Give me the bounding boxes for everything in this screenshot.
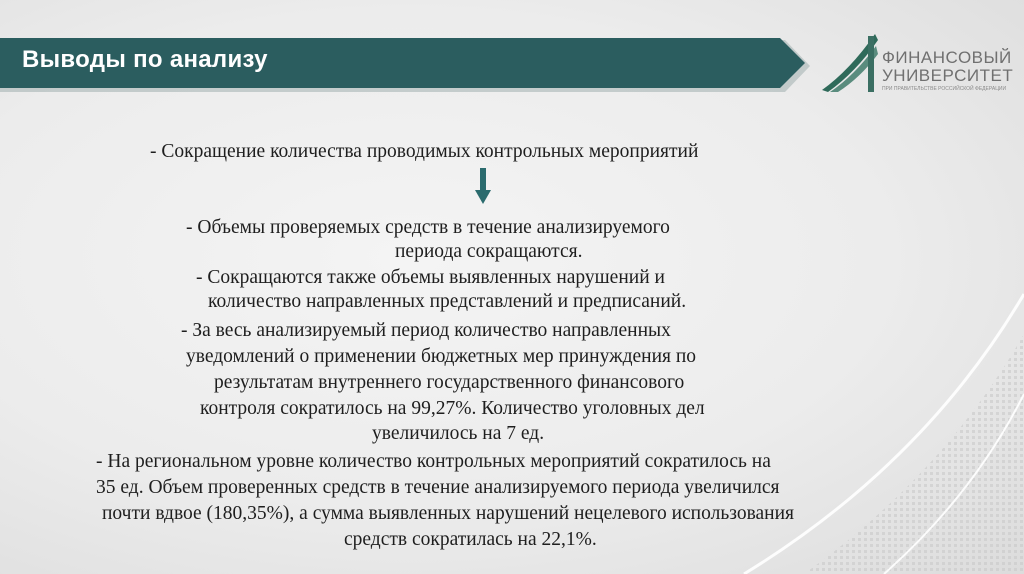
body-line: результатам внутреннего государственного финансового [214, 372, 685, 393]
logo-text-line2: УНИВЕРСИТЕТ [882, 66, 1014, 85]
body-line: - Сокращение количества проводимых контрольных мероприятий [150, 141, 699, 162]
body-line: увеличилось на 7 ед. [372, 423, 545, 444]
logo-subtitle: ПРИ ПРАВИТЕЛЬСТВЕ РОССИЙСКОЙ ФЕДЕРАЦИИ [882, 86, 1007, 92]
down-arrow-icon [475, 168, 491, 204]
body-line: средств сократилась на 22,1%. [344, 529, 597, 550]
body-line: уведомлений о применении бюджетных мер принуждения по [186, 346, 697, 367]
body-line: 35 ед. Объем проверенных средств в течение анализируемого периода увеличился [96, 477, 780, 498]
body-line: количество направленных представлений и предписаний. [208, 291, 687, 312]
logo-text-line1: ФИНАНСОВЫЙ [882, 48, 1012, 67]
body-line: - Объемы проверяемых средств в течение анализируемого [186, 217, 670, 238]
body-line: - За весь анализируемый период количество направленных [181, 320, 671, 341]
body-line: почти вдвое (180,35%), а сумма выявленных нарушений нецелевого использования [102, 503, 795, 524]
slide-title: Выводы по анализу [22, 46, 268, 73]
body-line: - На региональном уровне количество контрольных мероприятий сократилось на [96, 451, 771, 472]
body-line: - Сокращаются также объемы выявленных нарушений и [196, 267, 665, 288]
body-line: контроля сократилось на 99,27%. Количество уголовных дел [200, 398, 705, 419]
body-line: периода сокращаются. [395, 241, 583, 262]
